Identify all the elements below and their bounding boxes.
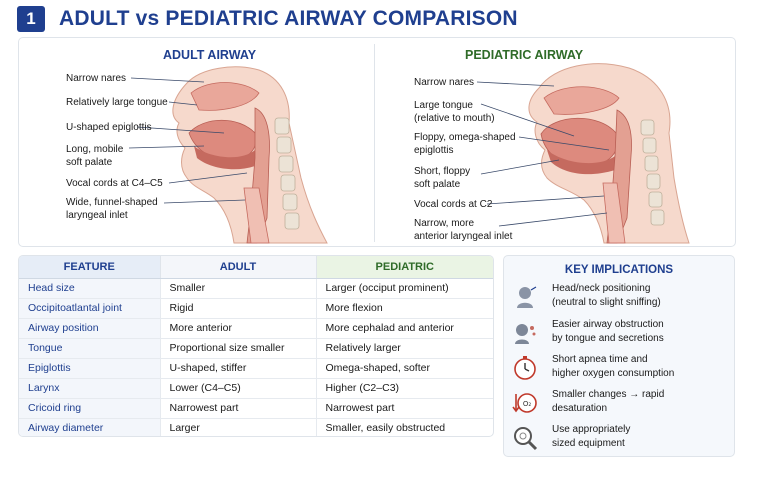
pediatric-label-tongue-line1: Large tongue bbox=[414, 100, 473, 111]
pediatric-head-silhouette bbox=[529, 64, 689, 243]
table-row bbox=[19, 378, 493, 398]
adult-cell: Lower (C4–C5) bbox=[160, 378, 316, 398]
key-text-line1: Easier airway obstruction bbox=[552, 319, 664, 330]
pediatric-cell: Higher (C2–C3) bbox=[316, 378, 493, 398]
pediatric-cell: Relatively larger bbox=[316, 338, 493, 358]
pediatric-label-epiglottis-line2: epiglottis bbox=[414, 145, 454, 156]
key-item bbox=[512, 423, 732, 453]
table-row bbox=[19, 418, 493, 437]
pediatric-label-vocal-cords: Vocal cords at C2 bbox=[414, 199, 493, 210]
pediatric-label-epiglottis bbox=[414, 131, 516, 157]
adult-cell: Smaller bbox=[160, 278, 316, 298]
adult-label-soft-palate-line2: soft palate bbox=[66, 157, 113, 168]
key-implications-title: KEY IMPLICATIONS bbox=[564, 264, 674, 276]
key-item bbox=[512, 388, 732, 418]
pediatric-nasal-cavity bbox=[544, 87, 619, 115]
key-text-line2: higher oxygen consumption bbox=[552, 368, 675, 379]
table-header-row bbox=[19, 256, 493, 278]
key-text bbox=[552, 318, 664, 346]
pediatric-pharynx bbox=[607, 110, 631, 243]
pediatric-cell: Narrowest part bbox=[316, 398, 493, 418]
feature-cell: Airway position bbox=[19, 318, 160, 338]
table-row bbox=[19, 358, 493, 378]
feature-cell: Airway diameter bbox=[19, 418, 160, 437]
pediatric-cervical-spine bbox=[641, 120, 664, 225]
key-text-line2: sized equipment bbox=[552, 438, 625, 449]
airway-diagrams-panel bbox=[18, 37, 736, 247]
pediatric-label-laryngeal-inlet bbox=[414, 217, 512, 243]
adult-label-laryngeal-inlet-line2: laryngeal inlet bbox=[66, 210, 128, 221]
table-row bbox=[19, 398, 493, 418]
feature-cell: Tongue bbox=[19, 338, 160, 358]
key-text-line2: desaturation bbox=[552, 403, 608, 414]
feature-cell: Epiglottis bbox=[19, 358, 160, 378]
adult-label-nares: Narrow nares bbox=[66, 73, 127, 84]
section-number-badge: 1 bbox=[17, 6, 45, 32]
pediatric-cell: More flexion bbox=[316, 298, 493, 318]
key-text bbox=[552, 423, 630, 451]
page-title: ADULT vs PEDIATRIC AIRWAY COMPARISON bbox=[59, 7, 518, 30]
table-row bbox=[19, 278, 493, 298]
key-item bbox=[512, 282, 732, 312]
adult-cell: U-shaped, stiffer bbox=[160, 358, 316, 378]
panel-divider bbox=[374, 44, 375, 242]
pediatric-cell: Omega-shaped, softer bbox=[316, 358, 493, 378]
key-text-line2: (neutral to slight sniffing) bbox=[552, 297, 661, 308]
pediatric-label-epiglottis-line1: Floppy, omega-shaped bbox=[414, 132, 516, 143]
key-text bbox=[552, 353, 674, 381]
pediatric-cell: Smaller, easily obstructed bbox=[316, 418, 493, 437]
pediatric-oral-cavity bbox=[547, 150, 615, 174]
adult-cell: More anterior bbox=[160, 318, 316, 338]
pediatric-label-laryngeal-inlet-line1: Narrow, more bbox=[414, 218, 475, 229]
adult-label-laryngeal-inlet-line1: Wide, funnel-shaped bbox=[66, 197, 158, 208]
key-text-line1: Smaller changes → rapid bbox=[552, 389, 665, 400]
feature-cell: Occipitoatlantal joint bbox=[19, 298, 160, 318]
header-feature: FEATURE bbox=[19, 256, 160, 278]
pediatric-tongue bbox=[541, 118, 618, 166]
adult-label-vocal-cords: Vocal cords at C4–C5 bbox=[66, 178, 163, 189]
key-implications-panel bbox=[503, 255, 735, 457]
head-position-icon bbox=[512, 284, 538, 310]
adult-cell: Rigid bbox=[160, 298, 316, 318]
pediatric-label-soft-palate bbox=[414, 165, 470, 191]
adult-cell: Larger bbox=[160, 418, 316, 437]
adult-label-epiglottis: U-shaped epiglottis bbox=[66, 122, 152, 133]
pediatric-cell: Larger (occiput prominent) bbox=[316, 278, 493, 298]
adult-cell: Proportional size smaller bbox=[160, 338, 316, 358]
obstruction-icon bbox=[512, 320, 538, 346]
table-row bbox=[19, 298, 493, 318]
adult-airway-title: ADULT AIRWAY bbox=[163, 48, 257, 62]
adult-label-soft-palate bbox=[66, 143, 123, 169]
pediatric-trachea bbox=[603, 183, 625, 243]
key-text bbox=[552, 388, 664, 416]
stopwatch-icon bbox=[512, 355, 538, 381]
adult-cell: Narrowest part bbox=[160, 398, 316, 418]
magnifier-icon bbox=[512, 425, 538, 451]
pediatric-label-soft-palate-line2: soft palate bbox=[414, 179, 461, 190]
table-row bbox=[19, 338, 493, 358]
comparison-table bbox=[19, 256, 493, 437]
key-item bbox=[512, 353, 732, 383]
svg-text:O₂: O₂ bbox=[522, 400, 532, 408]
adult-label-soft-palate-line1: Long, mobile bbox=[66, 144, 124, 155]
pediatric-label-tongue-line2: (relative to mouth) bbox=[414, 113, 495, 124]
pediatric-label-laryngeal-inlet-line2: anterior laryngeal inlet bbox=[414, 231, 513, 242]
key-text-line1: Head/neck positioning bbox=[552, 283, 651, 294]
page-header bbox=[17, 6, 518, 32]
pediatric-cell: More cephalad and anterior bbox=[316, 318, 493, 338]
feature-cell: Cricoid ring bbox=[19, 398, 160, 418]
comparison-table-panel bbox=[18, 255, 494, 437]
feature-cell: Head size bbox=[19, 278, 160, 298]
table-row bbox=[19, 318, 493, 338]
desaturation-icon bbox=[512, 390, 538, 416]
header-pediatric: PEDIATRIC bbox=[316, 256, 493, 278]
pediatric-label-tongue bbox=[414, 99, 495, 125]
pediatric-label-nares: Narrow nares bbox=[414, 77, 475, 88]
adult-label-laryngeal-inlet bbox=[66, 196, 158, 222]
feature-cell: Larynx bbox=[19, 378, 160, 398]
adult-label-tongue: Relatively large tongue bbox=[66, 97, 168, 108]
key-text-line1: Use appropriately bbox=[552, 424, 631, 435]
key-text-line1: Short apnea time and bbox=[552, 354, 648, 365]
key-text-line2: by tongue and secretions bbox=[552, 333, 664, 344]
pediatric-airway-title: PEDIATRIC AIRWAY bbox=[465, 48, 584, 62]
header-adult: ADULT bbox=[160, 256, 316, 278]
key-text bbox=[552, 282, 661, 310]
key-item bbox=[512, 318, 732, 348]
pediatric-label-soft-palate-line1: Short, floppy bbox=[414, 166, 471, 177]
